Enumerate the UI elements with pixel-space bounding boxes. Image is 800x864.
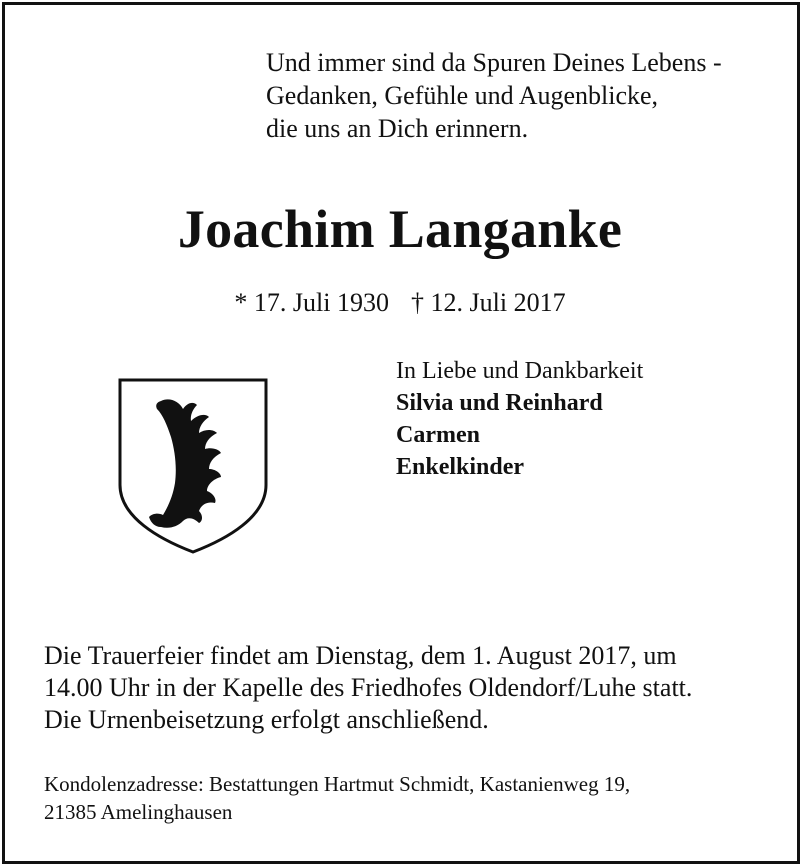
death-date: † 12. Juli 2017 [411,288,566,317]
deceased-name: Joachim Langanke [177,199,623,259]
mourner-name: Enkelkinder [396,454,525,480]
poem-line: die uns an Dich erinnern. [266,114,529,143]
contact-line: 21385 Amelinghausen [44,800,233,824]
mourner-name: Carmen [396,422,480,448]
birth-date: * 17. Juli 1930 [234,288,389,317]
contact-line: Kondolenzadresse: Bestattungen Hartmut Schmidt, Kastanienweg 19, [44,772,631,796]
mourner-name: Silvia und Reinhard [396,390,603,416]
poem-line: Und immer sind da Spuren Deines Lebens - [266,48,722,77]
mourners-intro: In Liebe und Dankbarkeit [396,358,644,384]
announcement-line: Die Urnenbeisetzung erfolgt anschließend. [44,705,489,734]
announcement-line: Die Trauerfeier findet am Dienstag, dem 1. August 2017, um [44,641,677,670]
poem [266,46,722,145]
announcement-line: 14.00 Uhr in der Kapelle des Friedhofes Oldendorf/Luhe statt. [44,673,693,702]
poem-line: Gedanken, Gefühle und Augenblicke, [266,81,659,110]
mourners [396,355,643,483]
antler-shield-icon [117,377,269,555]
funeral-announcement [44,640,692,736]
life-dates [0,286,800,320]
condolence-address [44,770,630,826]
